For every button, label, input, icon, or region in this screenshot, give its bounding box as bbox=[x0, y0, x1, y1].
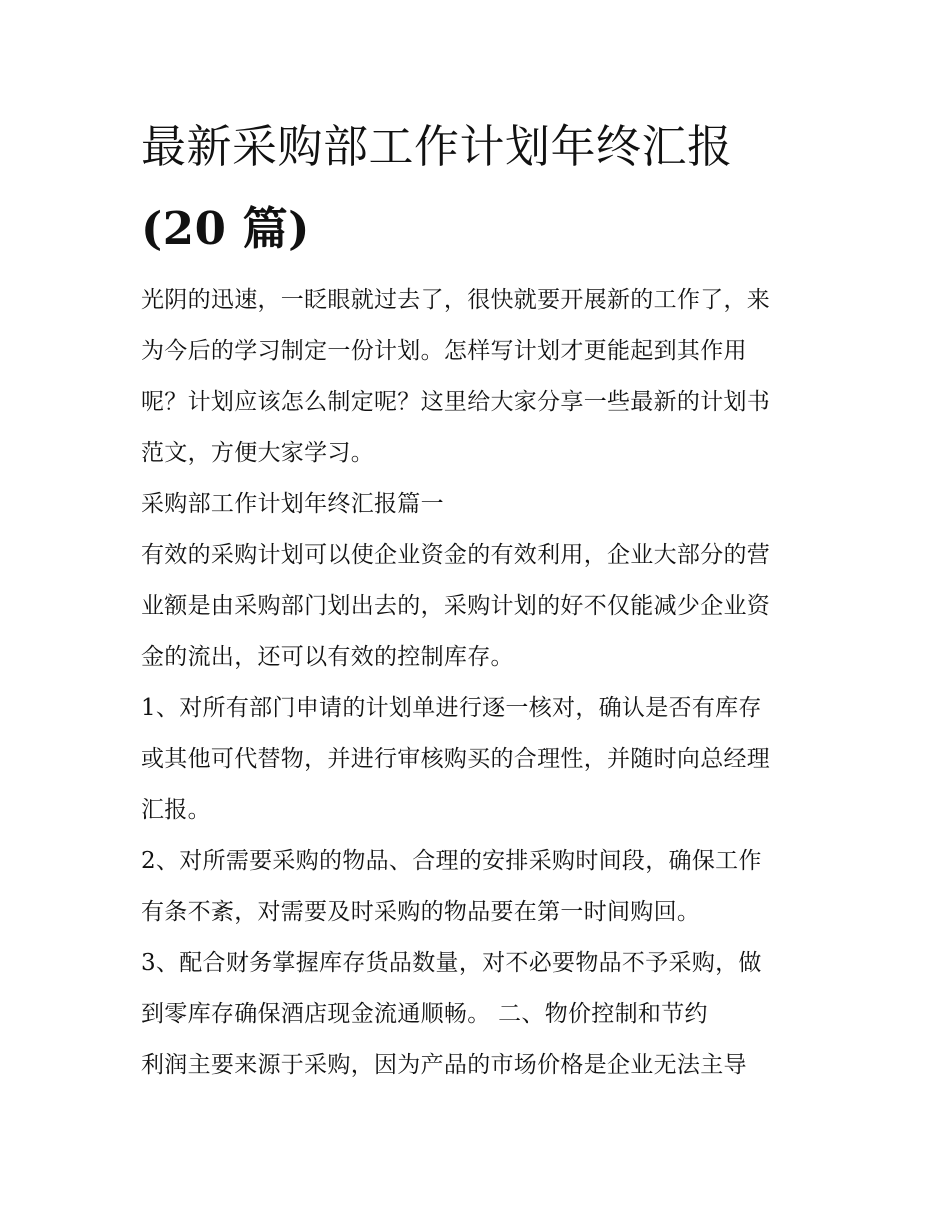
list-item-line: 1、对所有部门申请的计划单进行逐一核对，确认是否有库存 bbox=[141, 695, 762, 721]
paragraph-line: 利润主要来源于采购，因为产品的市场价格是企业无法主导 bbox=[141, 1052, 747, 1078]
list-item-line: 有条不紊，对需要及时采购的物品要在第一时间购回。 bbox=[141, 899, 701, 925]
document-title-line-1: 最新采购部工作计划年终汇报 bbox=[141, 120, 733, 173]
paragraph-line: 呢？计划应该怎么制定呢？这里给大家分享一些最新的计划书 bbox=[141, 389, 771, 415]
paragraph-line: 业额是由采购部门划出去的，采购计划的好不仅能减少企业资 bbox=[141, 593, 771, 619]
paragraph-line: 为今后的学习制定一份计划。怎样写计划才更能起到其作用 bbox=[141, 338, 747, 364]
paragraph-line: 范文，方便大家学习。 bbox=[141, 440, 374, 466]
paragraph-line: 有效的采购计划可以使企业资金的有效利用，企业大部分的营 bbox=[141, 542, 771, 568]
paragraph-line: 金的流出，还可以有效的控制库存。 bbox=[141, 644, 514, 670]
list-item-line: 或其他可代替物，并进行审核购买的合理性，并随时向总经理 bbox=[141, 746, 771, 772]
list-item-line: 到零库存确保酒店现金流通顺畅。 二、物价控制和节约 bbox=[141, 1001, 708, 1027]
list-item-line: 2、对所需要采购的物品、合理的安排采购时间段，确保工作 bbox=[141, 848, 762, 874]
section-heading: 采购部工作计划年终汇报篇一 bbox=[141, 491, 444, 517]
list-item-line: 汇报。 bbox=[141, 797, 211, 823]
paragraph-line: 光阴的迅速，一眨眼就过去了，很快就要开展新的工作了，来 bbox=[141, 287, 771, 313]
list-item-line: 3、配合财务掌握库存货品数量，对不必要物品不予采购，做 bbox=[141, 950, 762, 976]
document-title-line-2: (20 篇) bbox=[141, 202, 310, 255]
